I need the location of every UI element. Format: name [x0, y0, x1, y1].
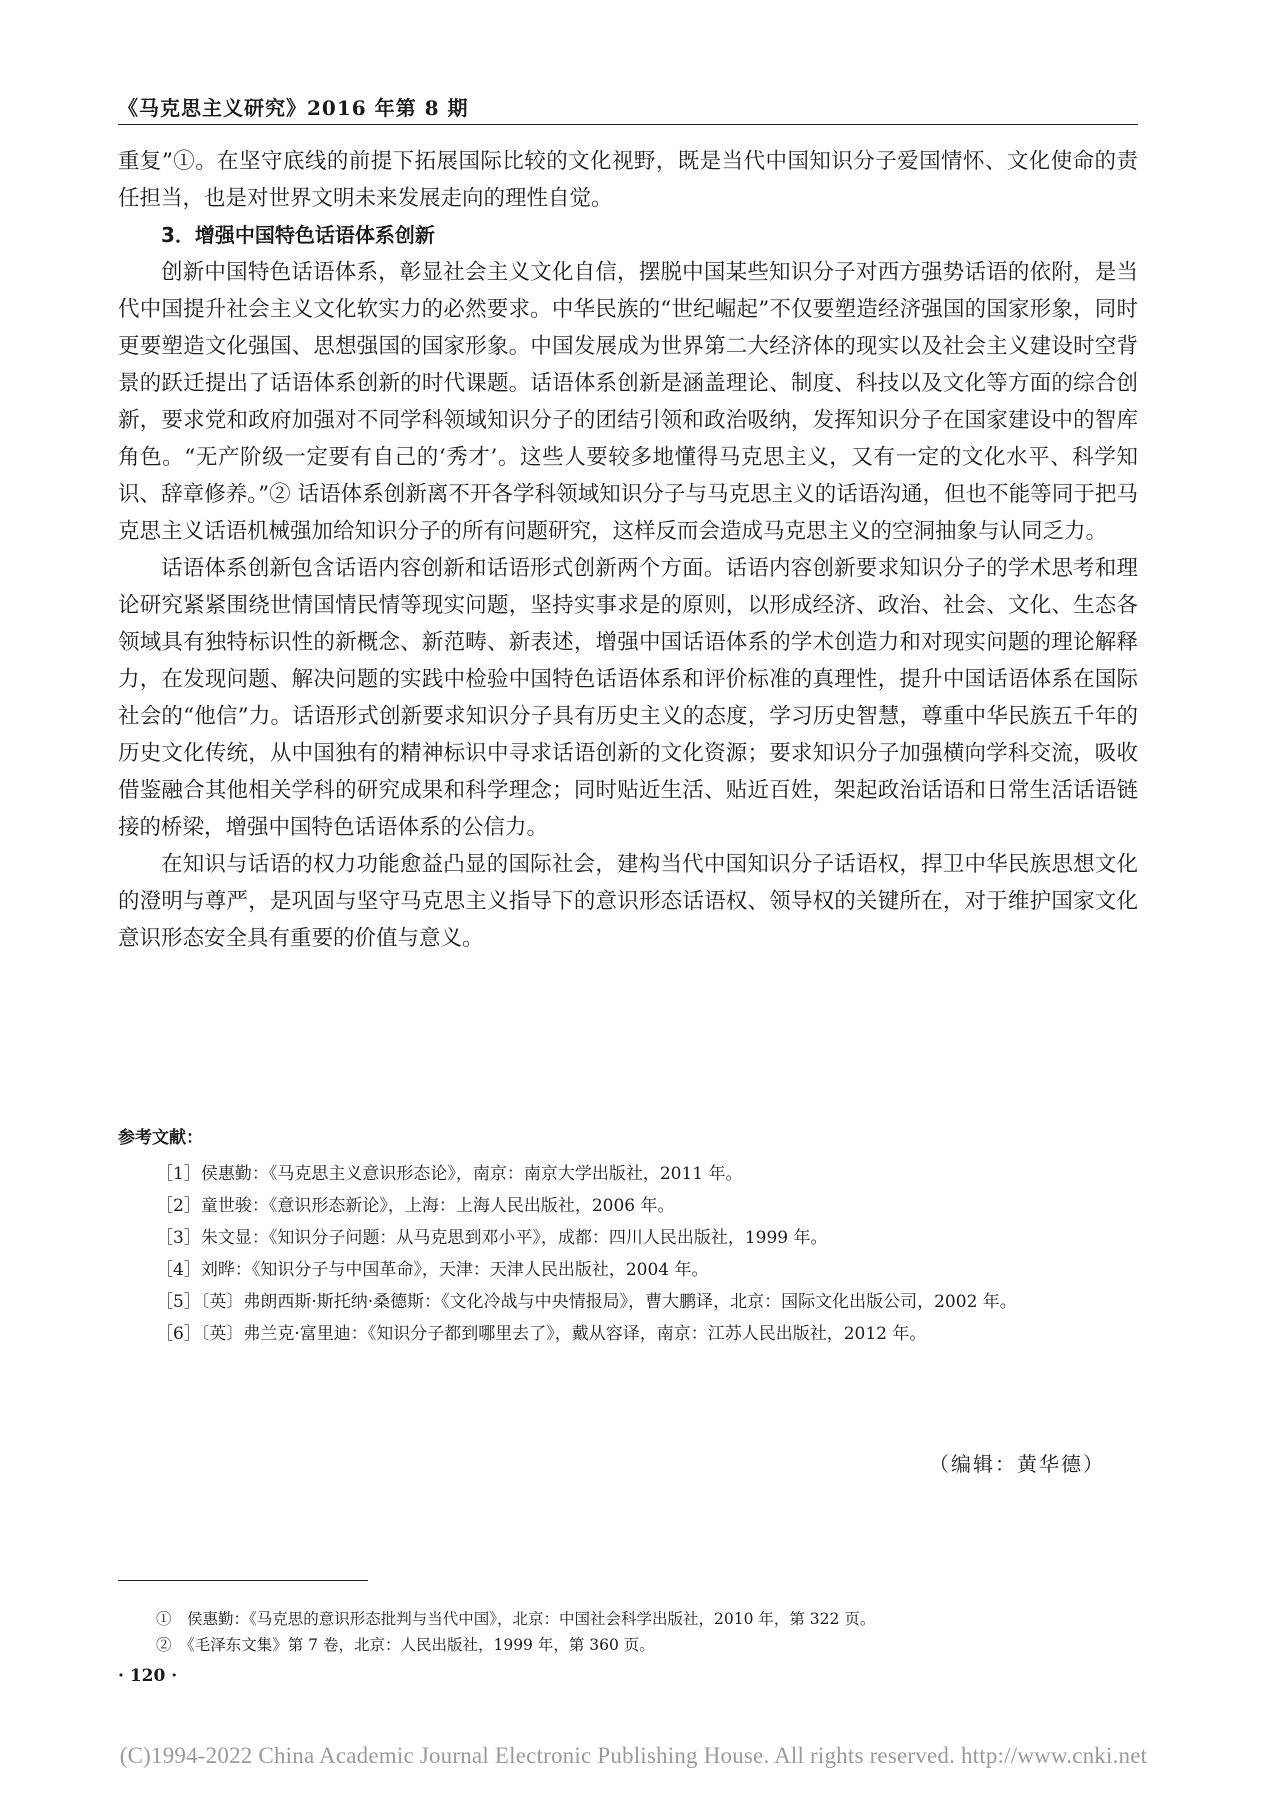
body-paragraph: 创新中国特色话语体系，彰显社会主义文化自信，摆脱中国某些知识分子对西方强势话语的依附，是当代中国提升社会主义文化软实力的必然要求。中华民族的“世纪崛起”不仅要塑造经济强国的国家形象，同时更要塑造文化强国、思想强国的国家形象。中国发展成为世界第二大经济体的现实以及社会主义建设时空背景的跃迁提出了话语体系创新的时代课题。话语体系创新是涵盖理论、制度、科技以及文化等方面的综合创新，要求党和政府加强对不同学科领域知识分子的团结引领和政治吸纳，发挥知识分子在国家建设中的智库角色。“无产阶级一定要有自己的‘秀才’。这些人要较多地懂得马克思主义，又有一定的文化水平、科学知识、辞章修养。”② 话语体系创新离不开各学科领域知识分子与马克思主义的话语沟通，但也不能等同于把马克思主义话语机械强加给知识分子的所有问题研究，这样反而会造成马克思主义的空洞抽象与认同乏力。 — [118, 260, 1138, 544]
running-header: 《马克思主义研究》2016 年第 8 期 — [118, 96, 469, 120]
editor-credit: （编辑：黄华德） — [929, 1452, 1105, 1476]
reference-item: ［4］刘晔：《知识分子与中国革命》，天津：天津人民出版社，2004 年。 — [156, 1260, 709, 1280]
footnote-item: ② 《毛泽东文集》第 7 卷，北京：人民出版社，1999 年，第 360 页。 — [156, 1636, 655, 1654]
reference-item: ［2］童世骏：《意识形态新论》，上海：上海人民出版社，2006 年。 — [156, 1196, 675, 1216]
copyright-notice: (C)1994-2022 China Academic Journal Electronic Publishing House. All rights reserved. http://www.cnki.net — [119, 1743, 1148, 1768]
body-paragraph: 话语体系创新包含话语内容创新和话语形式创新两个方面。话语内容创新要求知识分子的学术思考和理论研究紧紧围绕世情国情民情等现实问题，坚持实事求是的原则，以形成经济、政治、社会、文化、生态各领域具有独特标识性的新概念、新范畴、新表述，增强中国话语体系的学术创造力和对现实问题的理论解释力，在发现问题、解决问题的实践中检验中国特色话语体系和评价标准的真理性，提升中国话语体系在国际社会的“他信”力。话语形式创新要求知识分子具有历史主义的态度，学习历史智慧，尊重中华民族五千年的历史文化传统，从中国独有的精神标识中寻求话语创新的文化资源；要求知识分子加强横向学科交流，吸收借鉴融合其他相关学科的研究成果和科学理念；同时贴近生活、贴近百姓，架起政治话语和日常生活话语链接的桥梁，增强中国特色话语体系的公信力。 — [118, 556, 1138, 840]
footnotes — [118, 1606, 1138, 1658]
reference-item: ［3］朱文显：《知识分子问题：从马克思到邓小平》，成都：四川人民出版社，1999 年。 — [156, 1228, 828, 1248]
article-body — [118, 143, 1138, 957]
section-heading: 3．增强中国特色话语体系创新 — [161, 223, 435, 247]
body-paragraph: 重复”①。在坚守底线的前提下拓展国际比较的文化视野，既是当代中国知识分子爱国情怀、文化使命的责任担当，也是对世界文明未来发展走向的理性自觉。 — [118, 149, 1138, 211]
footnote-rule — [118, 1580, 368, 1581]
references-title: 参考文献： — [118, 1128, 203, 1148]
footnote-item: ① 侯惠勤：《马克思的意识形态批判与当代中国》，北京：中国社会科学出版社，2010 年，第 322 页。 — [156, 1610, 876, 1628]
references-section — [118, 1122, 1138, 1350]
reference-item: ［1］侯惠勤：《马克思主义意识形态论》，南京：南京大学出版社，2011 年。 — [156, 1164, 743, 1184]
body-paragraph: 在知识与话语的权力功能愈益凸显的国际社会，建构当代中国知识分子话语权，捍卫中华民族思想文化的澄明与尊严，是巩固与坚守马克思主义指导下的意识形态话语权、领导权的关键所在，对于维护国家文化意识形态安全具有重要的价值与意义。 — [118, 852, 1138, 951]
reference-item: ［6］〔英〕弗兰克·富里迪：《知识分子都到哪里去了》，戴从容译，南京：江苏人民出版社，2012 年。 — [156, 1324, 927, 1344]
page-number: · 120 · — [118, 1666, 178, 1686]
header-rule — [118, 124, 1138, 125]
reference-item: ［5］〔英〕弗朗西斯·斯托纳·桑德斯：《文化冷战与中央情报局》，曹大鹏译，北京：国际文化出版公司，2002 年。 — [156, 1292, 1017, 1312]
